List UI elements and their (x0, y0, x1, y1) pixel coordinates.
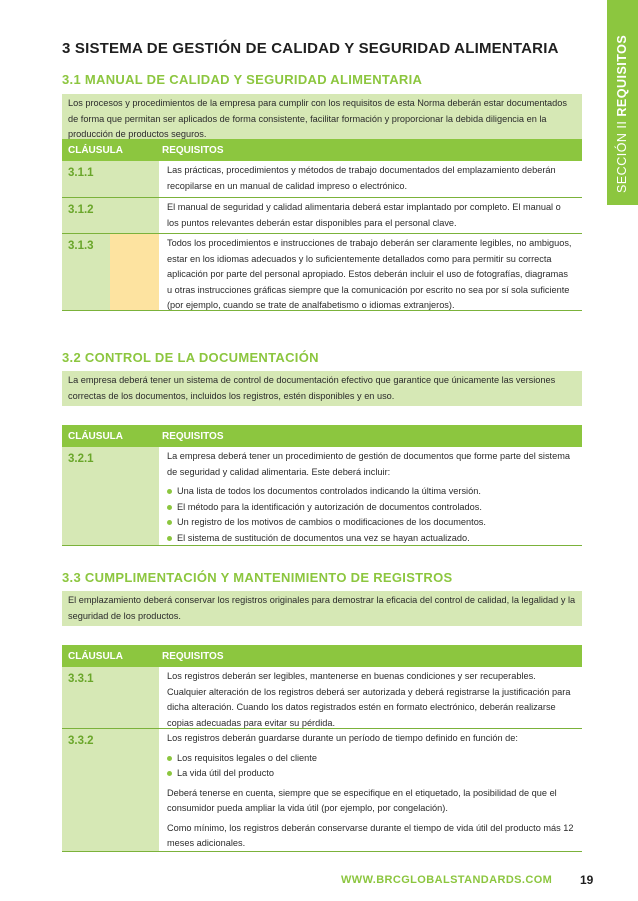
clause-highlight (110, 234, 159, 310)
table-row (62, 161, 582, 198)
table-row (62, 729, 582, 852)
requirements-header: REQUISITOS (162, 430, 224, 442)
section-side-label (615, 35, 629, 193)
clause-number: 3.1.1 (62, 161, 159, 197)
table-row (62, 234, 582, 311)
list-item: El sistema de sustitución de documentos una vez se hayan actualizado. (167, 531, 574, 547)
clause-header: CLÁUSULA (68, 430, 123, 442)
section-name: REQUISITOS (615, 34, 629, 117)
clause-number: 3.3.2 (62, 729, 159, 851)
requirements-header: REQUISITOS (162, 144, 224, 156)
section-3-3-intro: El emplazamiento deberá conservar los registros originales para demostrar la eficacia del control de calidad, la legalidad y la seguridad de los productos. (62, 591, 582, 626)
requirement-list (167, 484, 574, 546)
clause-number: 3.1.2 (62, 198, 159, 233)
list-item: Un registro de los motivos de cambios o modificaciones de los documentos. (167, 515, 574, 531)
table-row (62, 447, 582, 546)
clause-number: 3.3.1 (62, 667, 159, 728)
section-3-1-title: 3.1 MANUAL DE CALIDAD Y SEGURIDAD ALIMENTARIA (62, 72, 423, 87)
list-item: Los requisitos legales o del cliente (167, 751, 574, 767)
requirement-list (167, 751, 574, 782)
requirement-text: Los registros deberán ser legibles, mantenerse en buenas condiciones y ser recuperables. Cualquier alteración de los registros deberá ser autorizada y deberá registrarse la justificación para dicha alteración. Cuando los datos registrados estén en formato electrónico, deberán realizarse copias adecuadas para evitar su pérdida. (167, 671, 571, 728)
list-item: La vida útil del producto (167, 766, 574, 782)
table-header (62, 425, 582, 447)
table-header (62, 139, 582, 161)
requirement-text (159, 447, 582, 545)
section-3-1-table (62, 139, 582, 311)
page-title: 3 SISTEMA DE GESTIÓN DE CALIDAD Y SEGURIDAD ALIMENTARIA (62, 40, 559, 57)
section-3-2-title: 3.2 CONTROL DE LA DOCUMENTACIÓN (62, 350, 319, 365)
clause-number: 3.1.3 (68, 240, 94, 252)
list-item: El método para la identificación y autorización de documentos controlados. (167, 500, 574, 516)
requirement-text: El manual de seguridad y calidad alimentaria deberá estar implantado por completo. El manual o los puntos relevantes deberán estar disponibles para el personal clave. (167, 202, 561, 228)
list-item: Una lista de todos los documentos controlados indicando la última versión. (167, 484, 574, 500)
requirement-paragraph: Como mínimo, los registros deberán conservarse durante el tiempo de vida útil del producto más 12 meses adicionales. (167, 822, 574, 848)
section-3-2-table (62, 425, 582, 546)
section-3-3-table (62, 645, 582, 852)
section-prefix: SECCIÓN II (615, 120, 629, 193)
clause-header: CLÁUSULA (68, 144, 123, 156)
section-3-2-intro: La empresa deberá tener un sistema de control de documentación efectivo que garantice que únicamente las versiones correctas de los documentos, incluidos los registros, estén disponibles y en uso. (62, 371, 582, 406)
page-number: 19 (580, 873, 594, 887)
requirement-text (159, 729, 582, 851)
table-row (62, 667, 582, 729)
requirement-text: Las prácticas, procedimientos y métodos de trabajo documentados del emplazamiento deberán recopilarse en un manual de calidad impreso o electrónico. (167, 165, 556, 191)
requirements-header: REQUISITOS (162, 650, 224, 662)
requirement-paragraph: Los registros deberán guardarse durante un período de tiempo definido en función de: (167, 733, 518, 743)
requirement-paragraph: La empresa deberá tener un procedimiento de gestión de documentos que forme parte del sistema de seguridad y calidad alimentaria. Este deberá incluir: (167, 451, 570, 477)
table-row (62, 198, 582, 234)
section-3-3-title: 3.3 CUMPLIMENTACIÓN Y MANTENIMIENTO DE REGISTROS (62, 570, 453, 585)
website-link[interactable]: WWW.BRCGLOBALSTANDARDS.COM (341, 874, 553, 886)
section-3-1-intro: Los procesos y procedimientos de la empresa para cumplir con los requisitos de esta Norma deberán estar documentados de forma que permitan ser aplicados de forma consistente, facilitar formación y proporcionar la debida diligencia en la producción de productos seguros. (62, 94, 582, 145)
clause-header: CLÁUSULA (68, 650, 123, 662)
requirement-text: Todos los procedimientos e instrucciones de trabajo deberán ser claramente legibles, no ambiguos, estar en los idiomas adecuados y lo suficientemente detallados como para permitir su correcta aplicación por parte del personal apropiado. Estos deberán incluir el uso de fotografías, diagramas u otras instrucciones gráficas siempre que la comunicación por escrito no sea por sí sola suficiente (por ejemplo, cuando se trate de analfabetismo o idiomas extranjeros). (167, 238, 572, 310)
section-side-tab (607, 0, 638, 205)
clause-cell (62, 234, 159, 310)
table-header (62, 645, 582, 667)
requirement-paragraph: Deberá tenerse en cuenta, siempre que se especifique en el etiquetado, la posibilidad de que el consumidor pueda ampliar la vida útil (por ejemplo, por congelación). (167, 787, 557, 813)
clause-number: 3.2.1 (62, 447, 159, 545)
